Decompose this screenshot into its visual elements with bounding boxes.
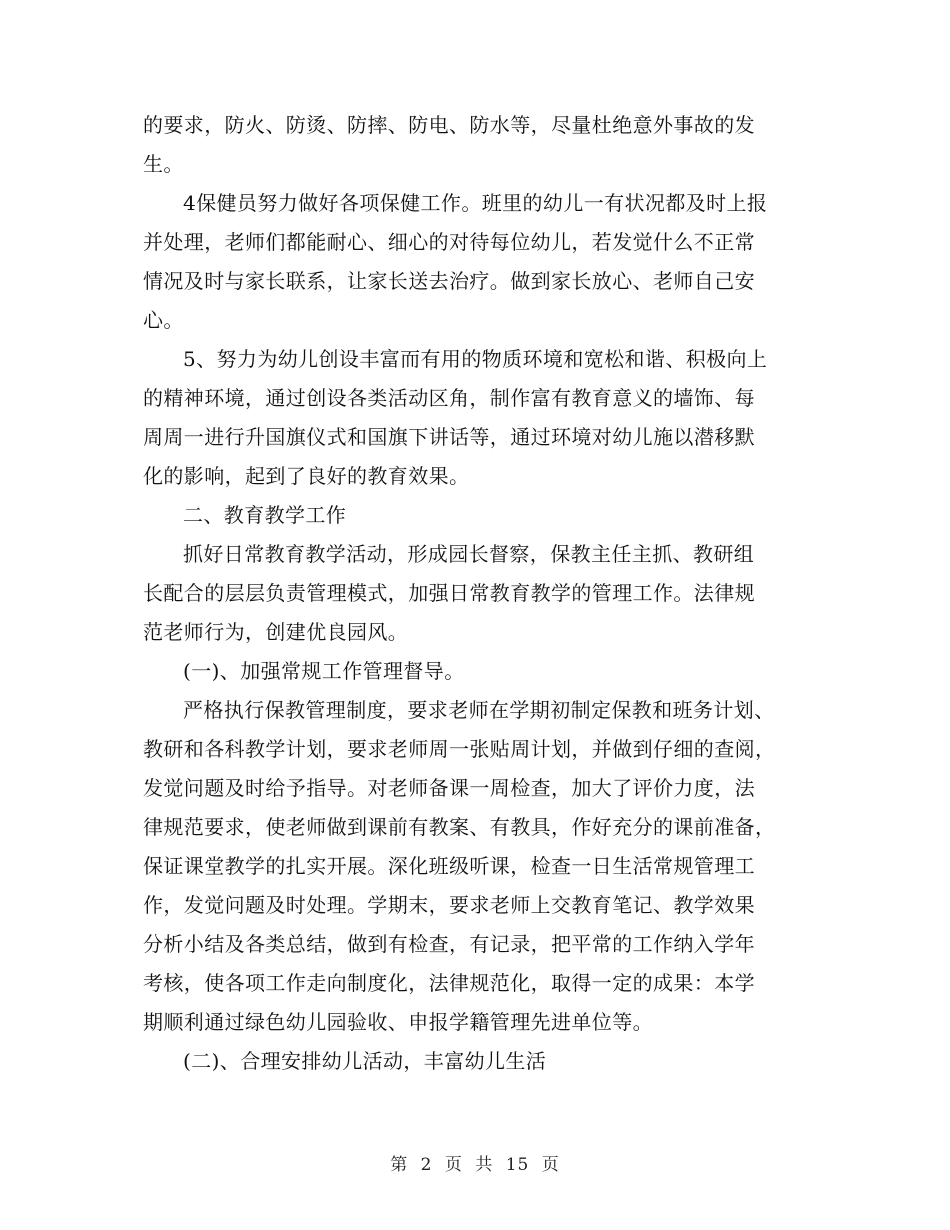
paragraph <box>143 340 813 496</box>
text-line: 发觉问题及时给予指导。对老师备课一周检查，加大了评价力度，法 <box>143 776 755 800</box>
text-line: 分析小结及各类总结，做到有检查，有记录，把平常的工作纳入学年 <box>143 932 755 956</box>
page-footer <box>0 1150 950 1175</box>
text-line: 化的影响，起到了良好的教育效果。 <box>143 464 470 488</box>
text-line: 5、努力为幼儿创设丰富而有用的物质环境和宽松和谐、积极向上 <box>183 347 768 371</box>
footer-label-di: 第 <box>390 1155 409 1175</box>
text-line: 的精神环境，通过创设各类活动区角，制作富有教育意义的墙饰、每 <box>143 386 755 410</box>
paragraph <box>143 496 813 535</box>
text-line: 考核，使各项工作走向制度化，法律规范化，取得一定的成果：本学 <box>143 971 755 995</box>
text-line: 生。 <box>143 152 184 176</box>
text-line: 心。 <box>143 308 184 332</box>
text-line: 并处理，老师们都能耐心、细心的对待每位幼儿，若发觉什么不正常 <box>143 230 755 254</box>
text-line: 二、教育教学工作 <box>183 503 347 527</box>
footer-total-pages: 15 <box>505 1155 530 1175</box>
paragraph <box>143 1042 813 1081</box>
text-line: 律规范要求，使老师做到课前有教案、有教具，作好充分的课前准备， <box>143 815 776 839</box>
text-line: (一)、加强常规工作管理督导。 <box>183 659 465 683</box>
footer-label-ye: 页 <box>444 1155 463 1175</box>
text-line: 情况及时与家长联系，让家长送去治疗。做到家长放心、老师自己安 <box>143 269 755 293</box>
text-line: 教研和各科教学计划，要求老师周一张贴周计划，并做到仔细的查阅， <box>143 737 776 761</box>
paragraph <box>143 691 813 1042</box>
paragraph <box>143 652 813 691</box>
paragraph <box>143 106 813 184</box>
text-line: 范老师行为，创建优良园风。 <box>143 620 409 644</box>
text-line: 周周一进行升国旗仪式和国旗下讲话等，通过环境对幼儿施以潜移默 <box>143 425 755 449</box>
text-line: 期顺利通过绿色幼儿园验收、申报学籍管理先进单位等。 <box>143 1010 653 1034</box>
document-body <box>143 106 813 1081</box>
text-line: 严格执行保教管理制度，要求老师在学期初制定保教和班务计划、 <box>183 698 775 722</box>
text-line: (二)、合理安排幼儿活动，丰富幼儿生活 <box>183 1049 547 1073</box>
text-line: 作，发觉问题及时处理。学期末，要求老师上交教育笔记、教学效果 <box>143 893 755 917</box>
text-line: 保证课堂教学的扎实开展。深化班级听课，检查一日生活常规管理工 <box>143 854 755 878</box>
footer-label-ye-2: 页 <box>541 1155 560 1175</box>
text-line: 长配合的层层负责管理模式，加强日常教育教学的管理工作。法律规 <box>143 581 755 605</box>
paragraph <box>143 535 813 652</box>
text-line: 4保健员努力做好各项保健工作。班里的幼儿一有状况都及时上报 <box>183 191 768 215</box>
footer-label-gong: 共 <box>475 1155 494 1175</box>
text-line: 抓好日常教育教学活动，形成园长督察，保教主任主抓、教研组 <box>183 542 755 566</box>
footer-current-page: 2 <box>420 1155 433 1175</box>
text-line: 的要求，防火、防烫、防摔、防电、防水等，尽量杜绝意外事故的发 <box>143 113 755 137</box>
paragraph <box>143 184 813 340</box>
